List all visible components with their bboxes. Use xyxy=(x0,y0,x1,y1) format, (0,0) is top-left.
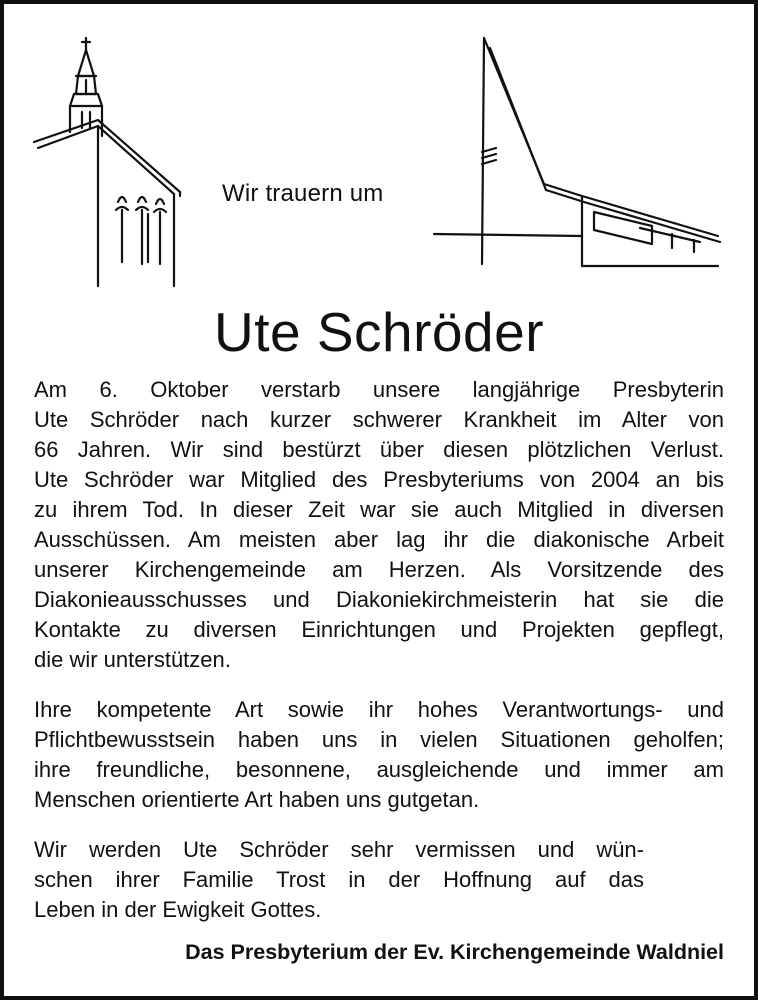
body-line: Ute Schröder nach kurzer schwerer Krankheit im Alter von xyxy=(34,407,724,432)
body-line: zu ihrem Tod. In dieser Zeit war sie auch Mitglied in diversen xyxy=(34,497,724,522)
signature: Das Presbyterium der Ev. Kirchengemeinde Waldniel xyxy=(185,940,724,964)
deceased-name: Ute Schröder xyxy=(213,301,545,363)
body-line: Leben in der Ewigkeit Gottes. xyxy=(34,897,322,922)
body-line: Wir werden Ute Schröder sehr vermissen und wün- xyxy=(34,837,644,862)
body-line: die wir unterstützen. xyxy=(34,647,231,672)
body-line: Ute Schröder war Mitglied des Presbyteriums von 2004 an bis xyxy=(34,467,724,492)
intro-text: Wir trauern um xyxy=(222,180,384,207)
paragraph-2 xyxy=(34,695,724,815)
paragraph-1 xyxy=(34,375,724,675)
church-tower-icon xyxy=(30,36,185,288)
body-line: schen ihrer Familie Trost in der Hoffnung auf das xyxy=(34,867,644,892)
body-line: unserer Kirchengemeinde am Herzen. Als Vorsitzende des xyxy=(34,557,724,582)
obituary-body xyxy=(34,375,724,945)
modern-church-icon xyxy=(432,34,727,270)
body-line: Am 6. Oktober verstarb unsere langjährige Presbyterin xyxy=(34,377,724,402)
body-line: Diakonieausschusses und Diakoniekirchmeisterin hat sie die xyxy=(34,587,724,612)
body-line: 66 Jahren. Wir sind bestürzt über diesen plötzlichen Verlust. xyxy=(34,437,724,462)
body-line: Menschen orientierte Art haben uns gutgetan. xyxy=(34,787,480,812)
paragraph-3 xyxy=(34,835,644,925)
body-line: Ihre kompetente Art sowie ihr hohes Verantwortungs- und xyxy=(34,697,724,722)
body-line: Kontakte zu diversen Einrichtungen und Projekten gepflegt, xyxy=(34,617,724,642)
body-line: Ausschüssen. Am meisten aber lag ihr die diakonische Arbeit xyxy=(34,527,724,552)
body-line: ihre freundliche, besonnene, ausgleichende und immer am xyxy=(34,757,724,782)
body-line: Pflichtbewusstsein haben uns in vielen Situationen geholfen; xyxy=(34,727,724,752)
